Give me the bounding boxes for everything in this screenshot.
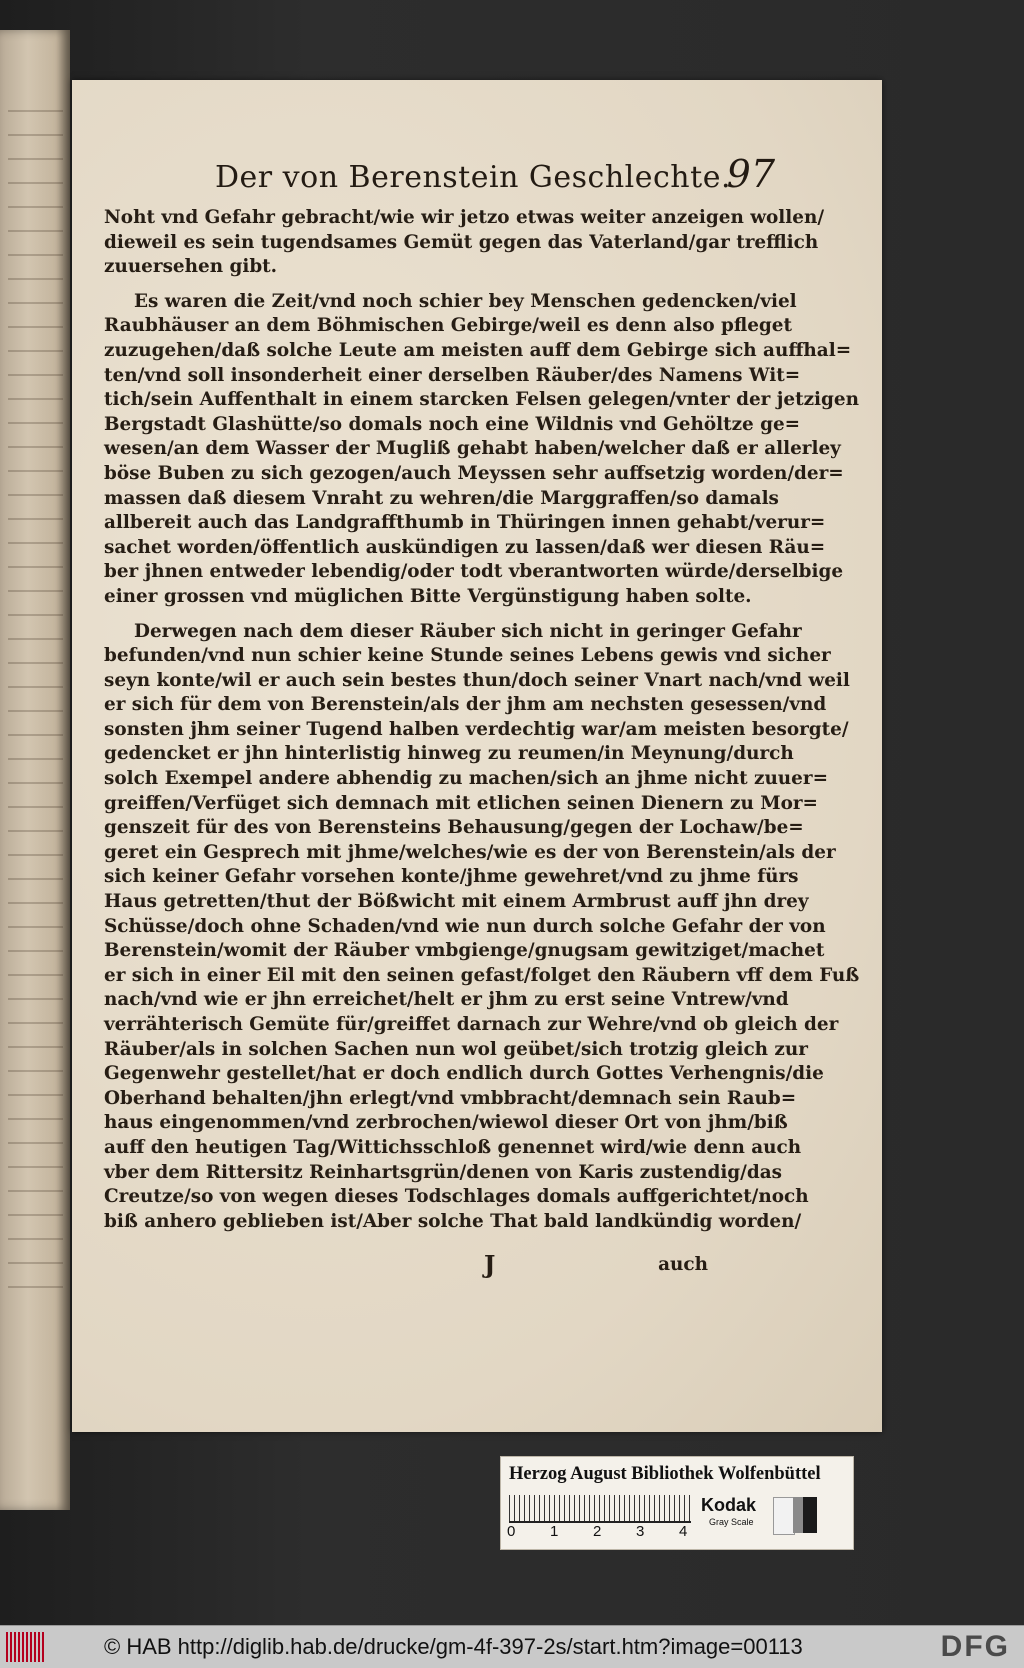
text-line: gedencket er jhn hinterlistig hinweg zu reumen/in Meynung/durch xyxy=(104,743,794,765)
viewer-footer xyxy=(0,1625,1024,1668)
text-line: sonsten jhm seiner Tugend halben verdechtig war/am meisten besorgte/ xyxy=(104,718,849,740)
text-line: böse Buben zu sich gezogen/auch Meyssen sehr auffsetzig worden/der= xyxy=(104,462,844,484)
text-line: massen daß diesem Vnraht zu wehren/die Marggraffen/so damals xyxy=(104,487,779,509)
text-line: haus eingenommen/vnd zerbrochen/wiewol dieser Ort von jhm/biß xyxy=(104,1112,788,1134)
text-line: Haus getretten/thut der Bößwicht mit einem Armbrust auff jhn drey xyxy=(104,891,809,913)
kodak-logo: Kodak xyxy=(701,1495,757,1515)
text-line: zuzugehen/daß solche Leute am meisten auff dem Gebirge sich auffhal= xyxy=(104,339,852,361)
text-line: Es waren die Zeit/vnd noch schier bey Menschen gedencken/viel xyxy=(134,290,797,312)
text-line: er sich in einer Eil mit den seinen gefast/folget den Räubern vff dem Fuß xyxy=(104,964,860,986)
text-line: nach/vnd wie er jhn erreichet/helt er jhm zu erst seine Vntrew/vnd xyxy=(104,989,789,1011)
text-line: Gegenwehr gestellet/hat er doch endlich durch Gottes Verhengnis/die xyxy=(104,1063,824,1085)
ruler-number: 2 xyxy=(593,1523,602,1540)
paragraph-3 xyxy=(104,620,860,1235)
text-line: greiffen/Verfüget sich demnach mit etlichen seinen Dienern zu Mor= xyxy=(104,792,818,814)
paragraph-1 xyxy=(104,206,825,280)
page-footer xyxy=(104,1250,716,1280)
text-line: Oberhand behalten/jhn erlegt/vnd vmbbracht/demnach sein Raub= xyxy=(104,1087,797,1109)
page-header xyxy=(215,152,775,210)
ruler-numbers xyxy=(507,1523,697,1543)
ruler-number: 3 xyxy=(636,1523,645,1540)
ruler-number: 1 xyxy=(550,1523,559,1540)
library-name: Herzog August Bibliothek Wolfenbüttel xyxy=(509,1464,821,1484)
text-line: Räuber/als in solchen Sachen nun wol geübet/sich trotzig gleich zur xyxy=(104,1038,808,1060)
text-line: solch Exempel andere abhendig zu machen/sich an jhme nicht zuuer= xyxy=(104,768,828,790)
text-line: zuuersehen gibt. xyxy=(104,256,278,278)
citation-link[interactable]: © HAB http://diglib.hab.de/drucke/gm-4f-397-2s/start.htm?image=00113 xyxy=(104,1634,803,1659)
page-number: 97 xyxy=(726,152,775,196)
text-line: Schüsse/doch ohne Schaden/vnd wie nun durch solche Gefahr der von xyxy=(104,915,826,937)
text-line: wesen/an dem Wasser der Mugliß gehabt haben/welcher daß er allerley xyxy=(104,438,841,460)
dfg-logo: DFG xyxy=(940,1630,1010,1663)
text-line: sachet worden/öffentlich auskündigen zu lassen/daß wer diesen Räu= xyxy=(104,536,826,558)
text-line: Berenstein/womit der Räuber vmbgienge/gnugsam gewitziget/machet xyxy=(104,940,825,962)
gray-patch-mid xyxy=(793,1497,803,1533)
facing-page-text-edge xyxy=(8,110,63,1310)
text-line: einer grossen vnd müglichen Bitte Vergünstigung haben solte. xyxy=(104,585,752,607)
gray-patch-white xyxy=(773,1497,795,1535)
running-title: Der von Berenstein Geschlechte. xyxy=(215,160,731,195)
signature-mark: J xyxy=(484,1250,496,1279)
text-line: Derwegen nach dem dieser Räuber sich nicht in geringer Gefahr xyxy=(134,620,802,642)
grayscale-label: Gray Scale xyxy=(709,1517,754,1527)
text-line: ten/vnd soll insonderheit einer derselben Räuber/des Namens Wit= xyxy=(104,364,801,386)
text-line: dieweil es sein tugendsames Gemüt gegen das Vaterland/gar trefflich xyxy=(104,231,819,253)
text-line: befunden/vnd nun schier keine Stunde seines Lebens gewis vnd sicher xyxy=(104,645,831,667)
text-line: allbereit auch das Landgraffthumb in Thüringen innen gehabt/verur= xyxy=(104,512,826,534)
text-line: sich keiner Gefahr vorsehen konte/jhme gewehret/vnd zu jhme fürs xyxy=(104,866,799,888)
ruler-number: 0 xyxy=(507,1523,516,1540)
text-line: ber jhnen entweder lebendig/oder todt vberantworten würde/derselbige xyxy=(104,561,844,583)
text-line: Raubhäuser an dem Böhmischen Gebirge/weil es denn also pfleget xyxy=(104,315,792,337)
text-line: Noht vnd Gefahr gebracht/wie wir jetzo etwas weiter anzeigen wollen/ xyxy=(104,207,825,228)
text-line: auff den heutigen Tag/Wittichsschloß genennet wird/wie denn auch xyxy=(104,1136,802,1158)
text-line: Creutze/so von wegen dieses Todschlages domals auffgerichtet/noch xyxy=(104,1186,809,1208)
text-line: Bergstadt Glashütte/so domals noch eine Wildnis vnd Gehöltze ge= xyxy=(104,413,801,435)
text-line: er sich für dem von Berenstein/als der jhm am nechsten gesessen/vnd xyxy=(104,694,827,716)
barcode-icon xyxy=(6,1632,46,1662)
kodak-color-target xyxy=(500,1456,854,1550)
text-line: geret ein Gesprech mit jhme/welches/wie es der von Berenstein/als der xyxy=(104,841,836,863)
catchword: auch xyxy=(658,1254,708,1275)
text-line: vber dem Rittersitz Reinhartsgrün/denen von Karis zustendig/das xyxy=(104,1161,783,1183)
text-line: tich/sein Auffenthalt in einem starcken Felsen gelegen/vnter der jetzigen xyxy=(104,389,859,411)
body-text xyxy=(104,206,860,1234)
paragraph-2 xyxy=(104,290,859,610)
text-line: seyn konte/wil er auch sein bestes thun/doch seiner Vnart nach/vnd weil xyxy=(104,669,850,691)
scale-ruler xyxy=(509,1495,691,1523)
text-line: genszeit für des von Berensteins Behausung/gegen der Lochaw/be= xyxy=(104,817,804,839)
text-line: verrähterisch Gemüte für/greiffet darnach zur Wehre/vnd ob gleich der xyxy=(104,1014,839,1035)
gray-patch-black xyxy=(803,1497,817,1533)
text-line: biß anhero geblieben ist/Aber solche That bald landkündig worden/ xyxy=(104,1210,802,1232)
ruler-number: 4 xyxy=(679,1523,688,1540)
facing-page-edge xyxy=(0,30,70,1510)
